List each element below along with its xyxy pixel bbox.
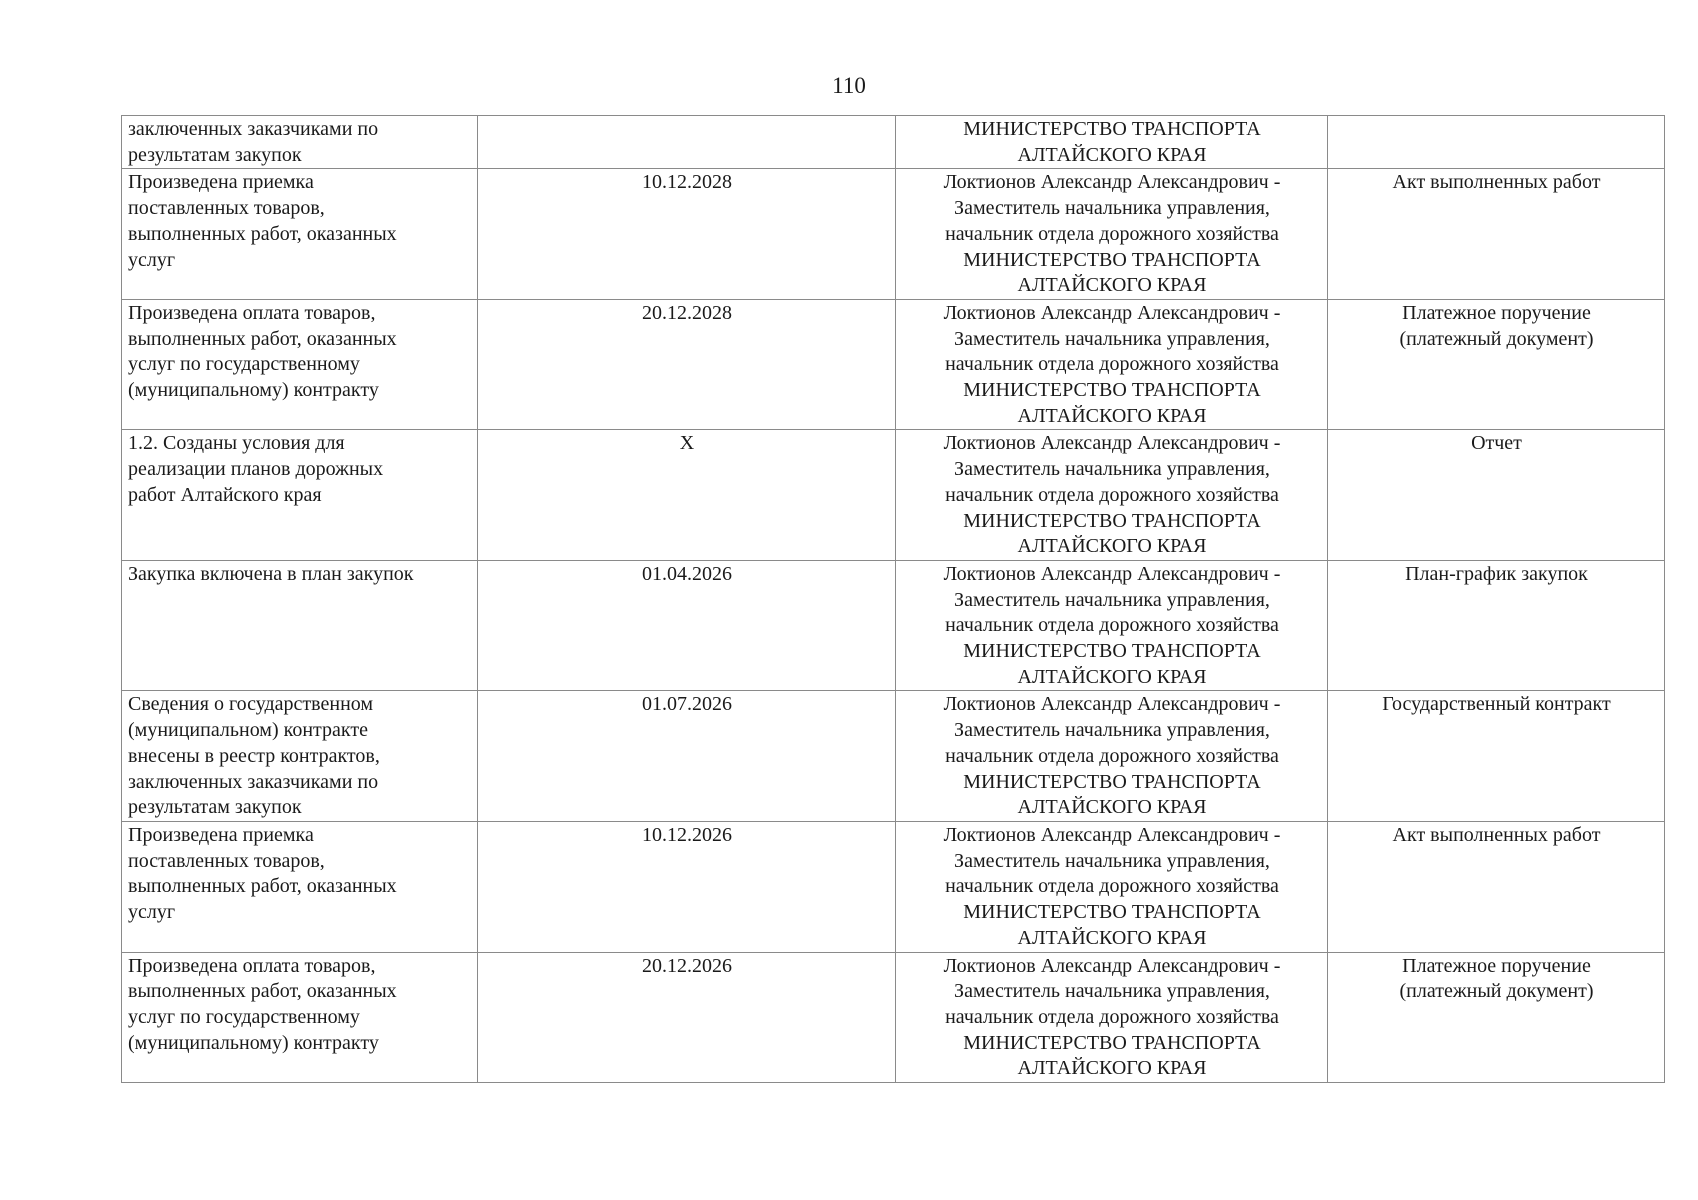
document-cell-line: (платежный документ) — [1399, 327, 1594, 350]
event-cell-line: заключенных заказчиками по — [128, 770, 379, 793]
event-cell-line: Закупка включена в план закупок — [128, 562, 414, 585]
event-cell — [122, 299, 478, 430]
event-cell-line: Произведена приемка — [128, 171, 314, 194]
table-row — [122, 560, 1665, 691]
document-cell-line: План-график закупок — [1405, 562, 1588, 585]
responsible-cell-line: начальник отдела дорожного хозяйства — [945, 614, 1279, 637]
responsible-cell-line: МИНИСТЕРСТВО ТРАНСПОРТА — [963, 1031, 1261, 1054]
event-cell-line: услуг — [128, 248, 176, 271]
document-cell — [1328, 560, 1665, 691]
table-row — [122, 169, 1665, 300]
event-cell-line: (муниципальном) контракте — [128, 719, 368, 742]
document-cell-line: Государственный контракт — [1382, 693, 1611, 716]
event-cell-line: выполненных работ, оказанных — [128, 327, 397, 350]
table-row — [122, 299, 1665, 430]
responsible-cell-line: Локтионов Александр Александрович - — [943, 562, 1281, 585]
date-cell-text: 10.12.2028 — [642, 171, 732, 194]
table-row — [122, 952, 1665, 1083]
responsible-cell — [896, 821, 1328, 952]
responsible-cell-line: АЛТАЙСКОГО КРАЯ — [1017, 535, 1207, 558]
event-cell-line: услуг — [128, 901, 176, 924]
event-cell-line: заключенных заказчиками по — [128, 118, 379, 140]
responsible-cell — [896, 691, 1328, 822]
document-cell-line: Платежное поручение — [1402, 954, 1591, 977]
date-cell — [478, 560, 896, 691]
event-cell-line: 1.2. Созданы условия для — [128, 432, 345, 455]
responsible-cell-line: МИНИСТЕРСТВО ТРАНСПОРТА — [963, 248, 1261, 271]
date-cell — [478, 169, 896, 300]
event-cell-line: реализации планов дорожных — [128, 458, 384, 481]
date-cell-text: 10.12.2026 — [642, 823, 732, 846]
event-cell-line: работ Алтайского края — [128, 483, 322, 506]
responsible-cell — [896, 430, 1328, 561]
responsible-cell-line: АЛТАЙСКОГО КРАЯ — [1017, 796, 1207, 819]
table-body — [122, 116, 1665, 1083]
event-cell-line: внесены в реестр контрактов, — [128, 744, 380, 767]
responsible-cell — [896, 560, 1328, 691]
document-cell — [1328, 691, 1665, 822]
event-cell — [122, 430, 478, 561]
responsible-cell-line: начальник отдела дорожного хозяйства — [945, 483, 1279, 506]
responsible-cell — [896, 116, 1328, 169]
responsible-cell-line: МИНИСТЕРСТВО ТРАНСПОРТА — [963, 640, 1261, 663]
responsible-cell-line: Локтионов Александр Александрович - — [943, 301, 1281, 324]
responsible-cell-line: АЛТАЙСКОГО КРАЯ — [1017, 274, 1207, 297]
responsible-cell — [896, 169, 1328, 300]
responsible-cell-line: АЛТАЙСКОГО КРАЯ — [1017, 143, 1207, 166]
responsible-cell-line: МИНИСТЕРСТВО ТРАНСПОРТА — [963, 770, 1261, 793]
date-cell-text: 20.12.2028 — [642, 301, 732, 324]
event-cell-line: (муниципальному) контракту — [128, 1031, 379, 1054]
date-cell — [478, 299, 896, 430]
table-row — [122, 430, 1665, 561]
date-cell — [478, 821, 896, 952]
document-cell-line: Акт выполненных работ — [1392, 823, 1601, 846]
event-cell — [122, 169, 478, 300]
responsible-cell-line: АЛТАЙСКОГО КРАЯ — [1017, 404, 1207, 427]
document-cell-line: Платежное поручение — [1402, 301, 1591, 324]
responsible-cell-line: Локтионов Александр Александрович - — [943, 954, 1281, 977]
date-cell — [478, 952, 896, 1083]
responsible-cell-line: Заместитель начальника управления, — [954, 197, 1270, 220]
responsible-cell — [896, 952, 1328, 1083]
event-cell-line: результатам закупок — [128, 796, 302, 819]
responsible-cell-line: начальник отдела дорожного хозяйства — [945, 744, 1279, 767]
event-cell-line: выполненных работ, оказанных — [128, 222, 397, 245]
responsible-cell-line: АЛТАЙСКОГО КРАЯ — [1017, 1057, 1207, 1080]
date-cell-text: 01.07.2026 — [642, 693, 732, 716]
date-cell — [478, 691, 896, 822]
event-cell — [122, 116, 478, 169]
responsible-cell-line: Локтионов Александр Александрович - — [943, 823, 1281, 846]
date-cell-text: 20.12.2026 — [642, 954, 732, 977]
event-cell-line: услуг по государственному — [128, 1005, 360, 1028]
responsible-cell — [896, 299, 1328, 430]
event-cell-line: Произведена оплата товаров, — [128, 301, 376, 324]
event-cell-line: Произведена оплата товаров, — [128, 954, 376, 977]
responsible-cell-line: МИНИСТЕРСТВО ТРАНСПОРТА — [963, 901, 1261, 924]
responsible-cell-line: начальник отдела дорожного хозяйства — [945, 875, 1279, 898]
event-cell — [122, 821, 478, 952]
event-cell — [122, 560, 478, 691]
responsible-cell-line: Заместитель начальника управления, — [954, 458, 1270, 481]
control-points-table — [121, 115, 1665, 1083]
responsible-cell-line: МИНИСТЕРСТВО ТРАНСПОРТА — [963, 509, 1261, 532]
event-cell-line: Сведения о государственном — [128, 693, 374, 716]
document-cell — [1328, 430, 1665, 561]
event-cell-line: (муниципальному) контракту — [128, 379, 379, 402]
document-cell-line: Отчет — [1471, 432, 1522, 455]
document-cell — [1328, 299, 1665, 430]
document-cell-line: Акт выполненных работ — [1392, 171, 1601, 194]
document-cell — [1328, 169, 1665, 300]
responsible-cell-line: Заместитель начальника управления, — [954, 327, 1270, 350]
event-cell-line: поставленных товаров, — [128, 849, 325, 872]
document-cell — [1328, 821, 1665, 952]
responsible-cell-line: АЛТАЙСКОГО КРАЯ — [1017, 926, 1207, 949]
event-cell-line: результатам закупок — [128, 143, 302, 166]
responsible-cell-line: Заместитель начальника управления, — [954, 719, 1270, 742]
date-cell — [478, 430, 896, 561]
responsible-cell-line: МИНИСТЕРСТВО ТРАНСПОРТА — [963, 379, 1261, 402]
event-cell-line: услуг по государственному — [128, 353, 360, 376]
responsible-cell-line: АЛТАЙСКОГО КРАЯ — [1017, 665, 1207, 688]
responsible-cell-line: Локтионов Александр Александрович - — [943, 432, 1281, 455]
responsible-cell-line: начальник отдела дорожного хозяйства — [945, 1005, 1279, 1028]
event-cell-line: выполненных работ, оказанных — [128, 875, 397, 898]
document-cell — [1328, 952, 1665, 1083]
event-cell-line: Произведена приемка — [128, 823, 314, 846]
date-cell-text: X — [679, 432, 695, 455]
event-cell — [122, 691, 478, 822]
date-cell — [478, 116, 896, 169]
table-row — [122, 116, 1665, 169]
document-cell-line: (платежный документ) — [1399, 980, 1594, 1003]
responsible-cell-line: Локтионов Александр Александрович - — [943, 171, 1281, 194]
responsible-cell-line: Заместитель начальника управления, — [954, 980, 1270, 1003]
event-cell-line: выполненных работ, оказанных — [128, 980, 397, 1003]
responsible-cell-line: Локтионов Александр Александрович - — [943, 693, 1281, 716]
event-cell-line: поставленных товаров, — [128, 197, 325, 220]
responsible-cell-line: начальник отдела дорожного хозяйства — [945, 353, 1279, 376]
date-cell-text: 01.04.2026 — [642, 562, 732, 585]
event-cell — [122, 952, 478, 1083]
table-row — [122, 821, 1665, 952]
responsible-cell-line: МИНИСТЕРСТВО ТРАНСПОРТА — [963, 118, 1261, 140]
page-number: 110 — [832, 73, 866, 98]
responsible-cell-line: начальник отдела дорожного хозяйства — [945, 222, 1279, 245]
table-row — [122, 691, 1665, 822]
responsible-cell-line: Заместитель начальника управления, — [954, 588, 1270, 611]
responsible-cell-line: Заместитель начальника управления, — [954, 849, 1270, 872]
document-cell — [1328, 116, 1665, 169]
